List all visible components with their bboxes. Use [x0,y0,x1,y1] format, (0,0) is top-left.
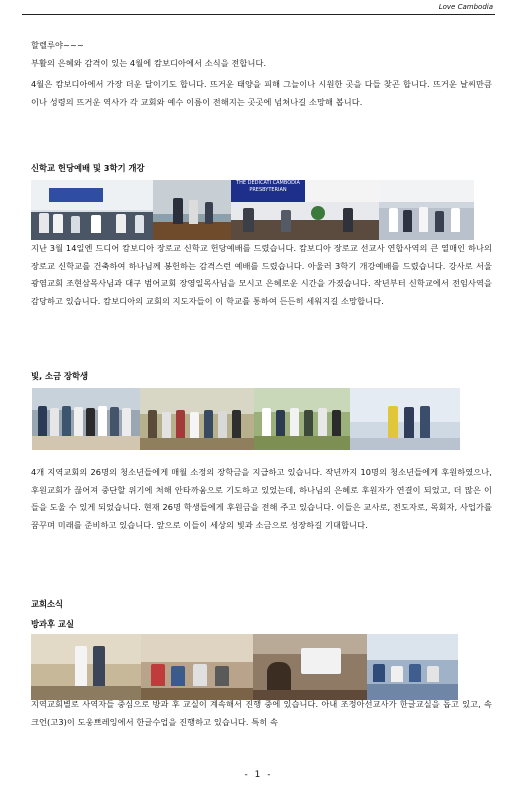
scholarship-photo-2 [140,388,254,450]
seminary-photo-1 [31,180,153,240]
scholarship-paragraph: 4개 지역교회의 26명의 청소년들에게 매월 소정의 장학금을 지급하고 있습니다. 작년까지 10명의 청소년들에게 후원하였으나, 후원교회가 끊어져 중단할 위기에 처해 안타까움으로 기도하고 있었는데, 하나님의 은혜로 후원자가 연결이 되었고, 더 많은 이들을 도울 수 있게 되었습니다. 현재 26명 학생들에게 후원금을 전해 주고 있습니다. 이들은 교사로, 전도자로, 목회자, 사업가를 꿈꾸며 미래를 준비하고 있습니다. 앞으로 이들이 세상의 빛과 소금으로 성장하길 기대합니다. [31,467,492,530]
section-heading-scholarship: 빛, 소금 장학생 [31,371,89,381]
page-number: - 1 - [244,770,273,780]
header-tag: Love Cambodia [438,3,493,11]
header-rule [22,14,495,15]
intro-line: 부활의 은혜와 감격이 있는 4월에 캄보디아에서 소식을 전합니다. [31,58,267,68]
section-heading-church-news: 교회소식 [31,599,64,609]
after-school-photo-1 [31,634,141,700]
seminary-paragraph: 지난 3월 14일엔 드디어 캄보디아 장로교 신학교 헌당예배를 드렸습니다. 캄보디아 장로교 선교사 연합사역의 큰 열매인 하나의 장로교 신학교를 건축하여 하나님께 봉헌하는 감격스런 예배를 드렸습니다. 아울러 3학기 개강예배를 드렸습니다. 강사로 서울 광염교회 조현삼목사님과 대구 범어교회 장영일목사님을 모시고 은혜로운 시간을 가졌습니다. 작년부터 신학교에서 전임사역을 감당하고 있습니다. 캄보디아의 교회의 지도자들이 이 학교를 통하여 든든히 세워지길 소망합니다. [31,243,492,306]
seminary-photo-3 [231,180,379,240]
greeting: 할렐루야~~~ [31,40,84,50]
subheading-after-school: 방과후 교실 [31,619,74,629]
scholarship-photo-1 [32,388,140,450]
after-school-photo-4 [367,634,458,700]
section-heading-seminary: 신학교 헌당예배 및 3학기 개강 [31,163,145,173]
scholarship-photo-3 [254,388,350,450]
seminary-photo-2 [153,180,231,240]
intro-paragraph: 4월은 캄보디아에서 가장 더운 달이기도 합니다. 뜨거운 태양을 피해 그늘이나 시원한 곳을 다들 찾곤 합니다. 뜨거운 날씨만큼이나 성령의 뜨거운 역사가 각 교회와 예수 이름이 전해지는 곳곳에 넘쳐나길 소망해 봅니다. [31,79,492,107]
seminary-photo-4 [379,180,474,240]
scholarship-photo-4 [350,388,460,450]
seminary-photo-strip [31,180,474,240]
after-school-photo-3 [253,634,367,700]
after-school-photo-2 [141,634,253,700]
scholarship-photo-strip [32,388,476,450]
after-school-photo-strip [31,634,458,700]
dedication-banner: THE DEDICATI CAMBODIA PRESBYTERIAN [231,180,305,202]
after-school-paragraph: 지역교회별로 사역자들 중심으로 방과 후 교실이 계속해서 진행 중에 있습니다. 아내 조정아선교사가 한글교실을 돕고 있고, 속크언(고3)이 도웅쁘레잉에서 한글수업을 진행하고 있습니다. 특히 속 [31,699,492,727]
